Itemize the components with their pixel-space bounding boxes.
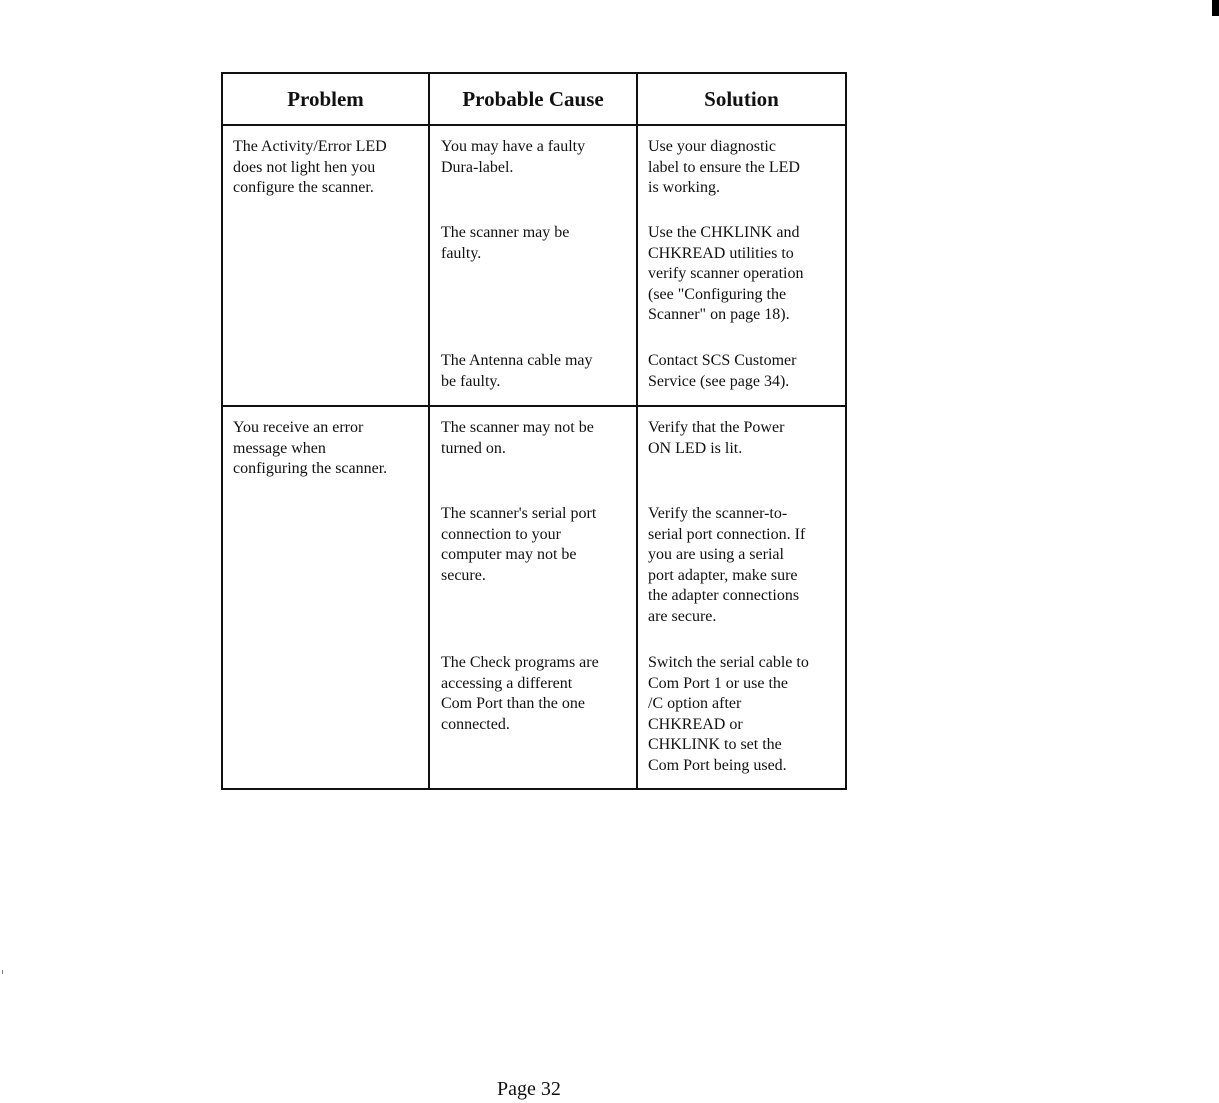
cause-cell: The scanner's serial port connection to your computer may not be secure. xyxy=(441,505,597,584)
solution-cell: Switch the serial cable to Com Port 1 or use the /C option after CHKREAD or CHKLINK to set the Com Port being used. xyxy=(648,654,809,774)
solution-cell: Use the CHKLINK and CHKREAD utilities to verify scanner operation (see "Configuring the Scanner" on page 18). xyxy=(648,224,804,324)
group-divider xyxy=(221,405,847,407)
cause-cell: The scanner may not be turned on. xyxy=(441,419,594,457)
solution-cell: Contact SCS Customer Service (see page 34). xyxy=(648,352,797,390)
cause-cell: The Antenna cable may be faulty. xyxy=(441,352,593,390)
table-border-bottom xyxy=(221,788,847,790)
problem-cell: The Activity/Error LED does not light hen you configure the scanner. xyxy=(233,138,387,197)
solution-cell: Use your diagnostic label to ensure the LED is working. xyxy=(648,138,800,197)
header-solution: Solution xyxy=(704,87,779,111)
problem-cell: You receive an error message when configuring the scanner. xyxy=(233,419,388,478)
scan-margin-speck xyxy=(2,970,3,974)
table-border-right xyxy=(845,72,847,790)
table-border-top xyxy=(221,72,847,74)
cause-cell: You may have a faulty Dura-label. xyxy=(441,138,586,176)
scan-corner-mark xyxy=(1212,0,1219,16)
header-problem: Problem xyxy=(287,87,364,111)
column-divider-2 xyxy=(636,72,638,790)
cause-cell: The scanner may be faulty. xyxy=(441,224,570,262)
troubleshooting-table xyxy=(221,72,847,790)
header-divider xyxy=(221,124,847,126)
table-border-left xyxy=(221,72,223,790)
page-number: Page 32 xyxy=(497,1078,561,1100)
cause-cell: The Check programs are accessing a different Com Port than the one connected. xyxy=(441,654,599,733)
solution-cell: Verify the scanner-to- serial port connection. If you are using a serial port adapter, make sure the adapter connections are secure. xyxy=(648,505,806,625)
column-divider-1 xyxy=(428,72,430,790)
header-probable-cause: Probable Cause xyxy=(462,87,604,111)
solution-cell: Verify that the Power ON LED is lit. xyxy=(648,419,785,457)
